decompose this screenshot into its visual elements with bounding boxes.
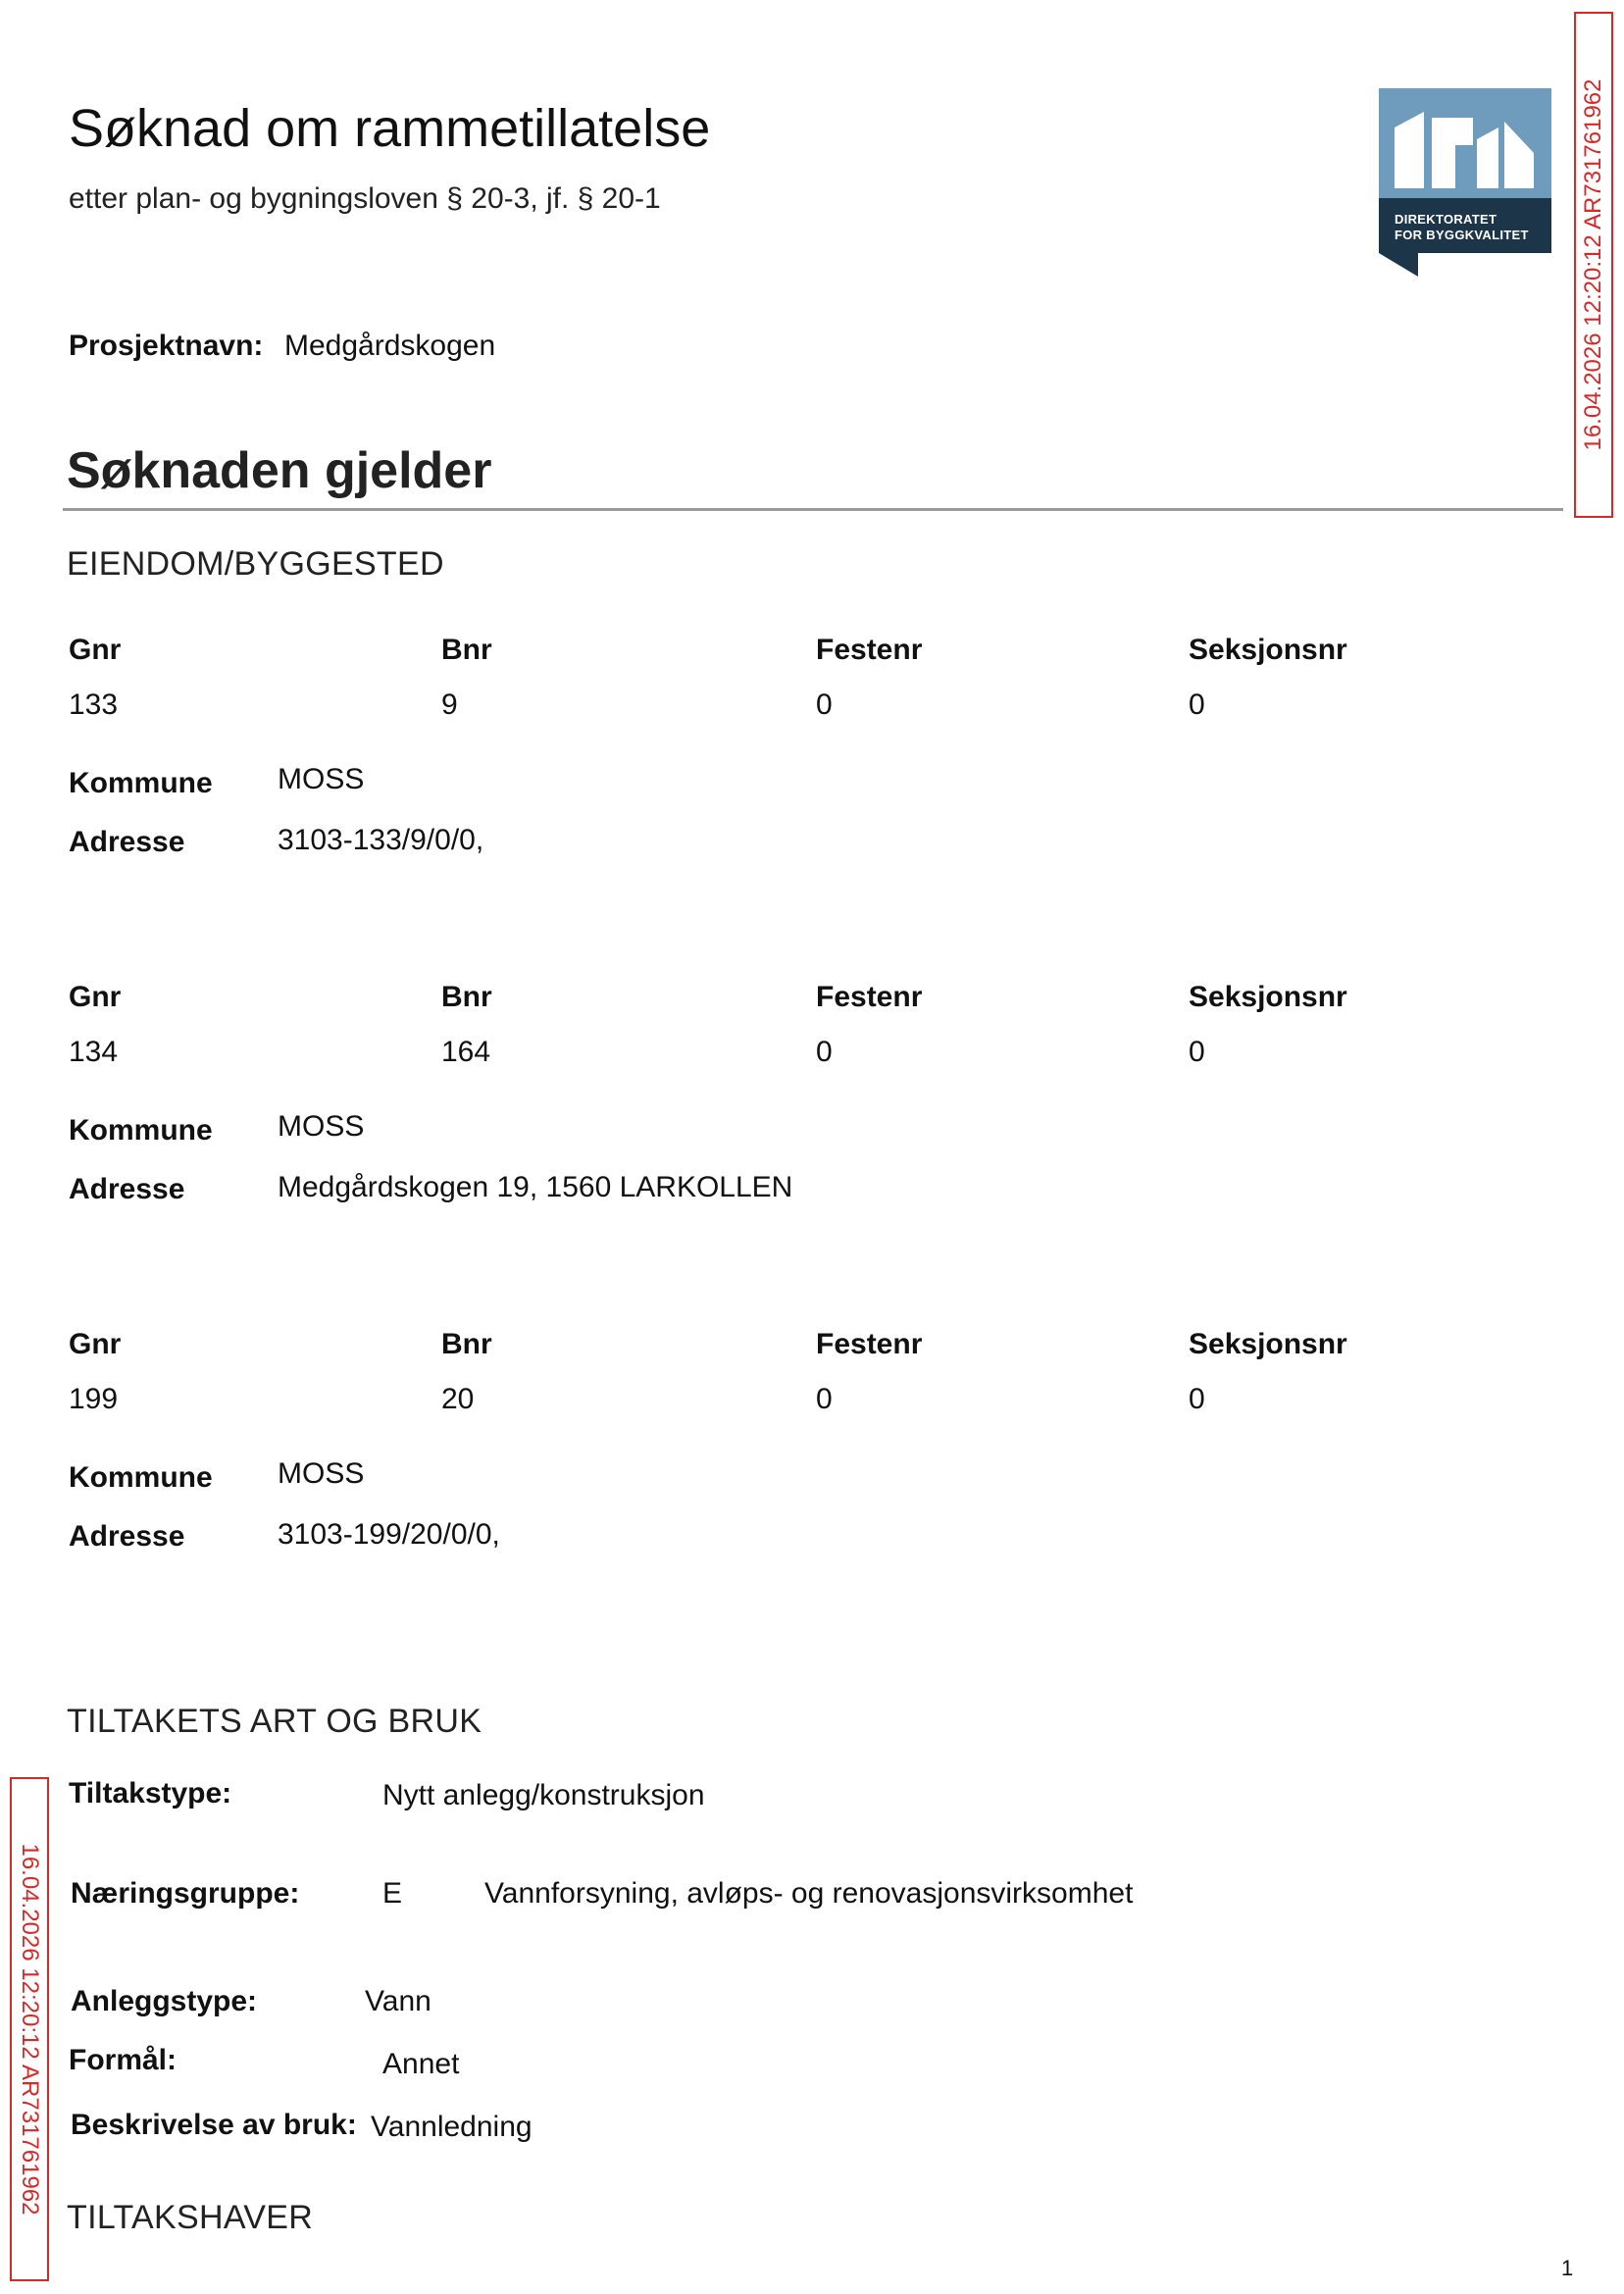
festenr-header: Festenr — [816, 1328, 923, 1360]
adresse-value: Medgårdskogen 19, 1560 LARKOLLEN — [278, 1171, 793, 1203]
property-heading: EIENDOM/BYGGESTED — [67, 545, 444, 583]
adresse-label: Adresse — [69, 826, 185, 858]
tiltakstype-label: Tiltakstype: — [69, 1777, 232, 1810]
formal-value: Annet — [382, 2048, 460, 2080]
festenr-value: 0 — [816, 1036, 833, 1068]
beskrivelse-value: Vannledning — [371, 2111, 533, 2143]
seksjonsnr-value: 0 — [1189, 1383, 1205, 1415]
bnr-header: Bnr — [441, 1328, 492, 1360]
document-subtitle: etter plan- og bygningsloven § 20-3, jf. § 20-1 — [69, 182, 661, 215]
adresse-label: Adresse — [69, 1520, 185, 1553]
festenr-header: Festenr — [816, 634, 923, 666]
festenr-header: Festenr — [816, 981, 923, 1013]
gnr-header: Gnr — [69, 1328, 122, 1360]
seksjonsnr-value: 0 — [1189, 1036, 1205, 1068]
date-stamp-left — [10, 1777, 49, 2281]
seksjonsnr-header: Seksjonsnr — [1189, 981, 1347, 1013]
logo-text-line1: DIREKTORATET — [1395, 212, 1497, 227]
logo-text-line2: FOR BYGGKVALITET — [1395, 228, 1529, 242]
anleggstype-label: Anleggstype: — [71, 1985, 258, 2017]
beskrivelse-label: Beskrivelse av bruk: — [71, 2109, 357, 2141]
document-title: Søknad om rammetillatelse — [69, 99, 711, 158]
kommune-value: MOSS — [278, 1457, 365, 1490]
seksjonsnr-header: Seksjonsnr — [1189, 634, 1347, 666]
date-stamp-top-text: 16.04.2026 12:20:12 AR731761962 — [1580, 78, 1606, 451]
gnr-value: 199 — [69, 1383, 119, 1415]
kommune-label: Kommune — [69, 767, 213, 799]
tiltakstype-value: Nytt anlegg/konstruksjon — [382, 1779, 705, 1811]
festenr-value: 0 — [816, 1383, 833, 1415]
festenr-value: 0 — [816, 688, 833, 721]
gnr-value: 134 — [69, 1036, 119, 1068]
gnr-header: Gnr — [69, 981, 122, 1013]
adresse-value: 3103-133/9/0/0, — [278, 824, 484, 856]
bnr-header: Bnr — [441, 981, 492, 1013]
section-title: Søknaden gjelder — [67, 442, 492, 499]
project-name-label: Prosjektnavn: — [69, 330, 264, 362]
tiltak-heading: TILTAKETS ART OG BRUK — [67, 1703, 482, 1740]
gnr-value: 133 — [69, 688, 119, 721]
seksjonsnr-value: 0 — [1189, 688, 1205, 721]
naeringsgruppe-value: Vannforsyning, avløps- og renovasjonsvirksomhet — [484, 1877, 1134, 1910]
page-number: 1 — [1561, 2256, 1574, 2280]
bnr-value: 164 — [441, 1036, 491, 1068]
section-divider — [63, 508, 1563, 511]
kommune-value: MOSS — [278, 1110, 365, 1143]
bnr-value: 20 — [441, 1383, 475, 1415]
dibk-logo — [1379, 88, 1551, 277]
formal-label: Formål: — [69, 2044, 178, 2076]
tiltakshaver-heading: TILTAKSHAVER — [67, 2199, 314, 2236]
gnr-header: Gnr — [69, 634, 122, 666]
date-stamp-left-text: 16.04.2026 12:20:12 AR731761962 — [17, 1843, 43, 2216]
kommune-label: Kommune — [69, 1461, 213, 1494]
kommune-label: Kommune — [69, 1114, 213, 1147]
project-name-value: Medgårdskogen — [284, 330, 496, 362]
naeringsgruppe-code: E — [382, 1877, 403, 1910]
adresse-value: 3103-199/20/0/0, — [278, 1518, 500, 1551]
dibk-logo-icon — [1379, 88, 1551, 277]
bnr-value: 9 — [441, 688, 458, 721]
adresse-label: Adresse — [69, 1173, 185, 1205]
seksjonsnr-header: Seksjonsnr — [1189, 1328, 1347, 1360]
naeringsgruppe-label: Næringsgruppe: — [71, 1877, 300, 1910]
kommune-value: MOSS — [278, 763, 365, 795]
date-stamp-top — [1574, 12, 1613, 518]
bnr-header: Bnr — [441, 634, 492, 666]
anleggstype-value: Vann — [365, 1985, 431, 2017]
